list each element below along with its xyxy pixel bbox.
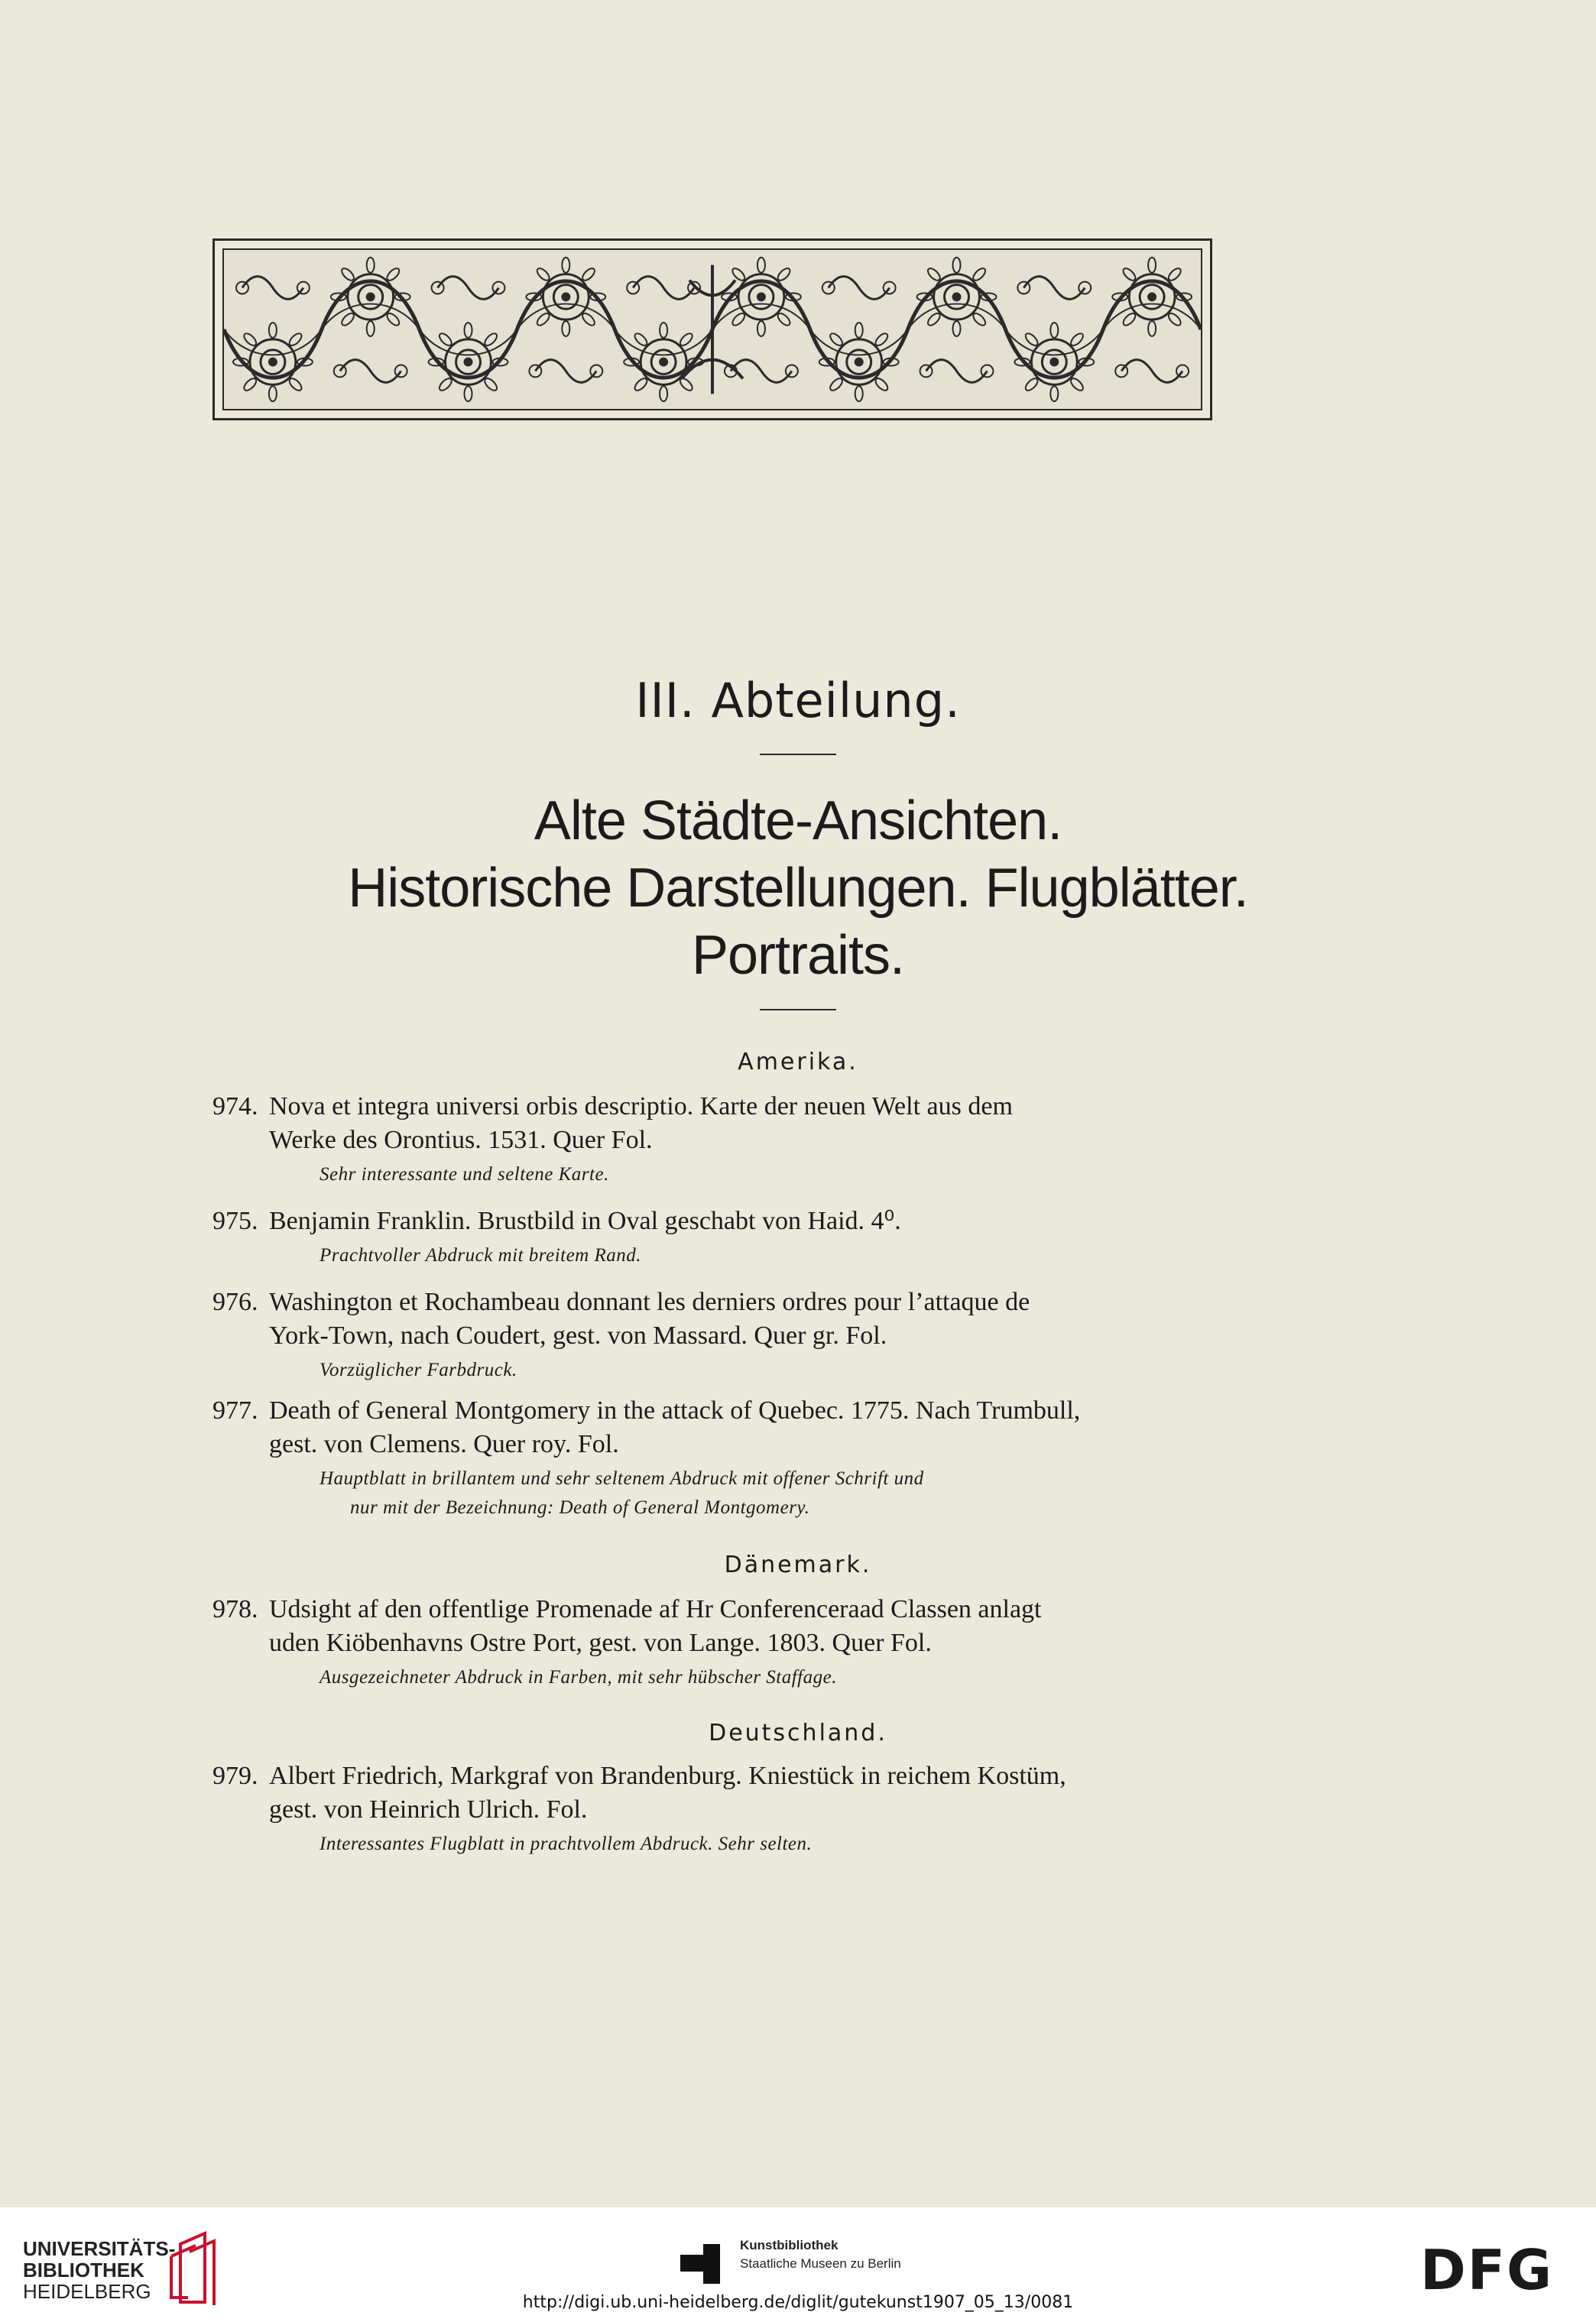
divider-rule-bottom — [760, 1009, 836, 1010]
entry-number: 978. — [212, 1595, 258, 1623]
entry-line: Albert Friedrich, Markgraf von Brandenburg. Kniestück in reichem Kostüm, — [269, 1762, 1066, 1790]
region-heading-amerika: Amerika. — [738, 1049, 858, 1075]
viewer-footer — [0, 2207, 1596, 2322]
entry-text — [269, 1759, 1218, 1827]
note-line: Interessantes Flugblatt in prachtvollem Abdruck. Sehr selten. — [320, 1834, 813, 1854]
entry-note — [320, 1464, 1218, 1523]
kb-line: Staatliche Museen zu Berlin — [740, 2256, 901, 2271]
kunstbibliothek-label — [740, 2236, 901, 2273]
entry-note — [320, 1663, 1218, 1692]
entry-text — [269, 1286, 1218, 1353]
entry-line: Washington et Rochambeau donnant les derniers ordres pour l’attaque de — [269, 1288, 1030, 1316]
entry-text — [269, 1205, 1218, 1238]
entry-note — [320, 1356, 1218, 1385]
entry-number: 975. — [212, 1207, 258, 1235]
entry-line: Nova et integra universi orbis descriptio. Karte der neuen Welt aus dem — [269, 1092, 1013, 1120]
entry-line: York-Town, nach Coudert, gest. von Massard. Quer gr. Fol. — [269, 1322, 887, 1350]
entry-line: gest. von Clemens. Quer roy. Fol. — [269, 1430, 619, 1458]
note-line: Sehr interessante und seltene Karte. — [320, 1164, 609, 1185]
entry-line: Benjamin Franklin. Brustbild in Oval geschabt von Haid. 4⁰. — [269, 1207, 901, 1235]
entry-line: Udsight af den offentlige Promenade af Hr Conferenceraad Classen anlagt — [269, 1595, 1042, 1623]
entry-number: 979. — [212, 1762, 258, 1790]
entry-line: uden Kiöbenhavns Ostre Port, gest. von Lange. 1803. Quer Fol. — [269, 1629, 932, 1657]
region-heading-daenemark: Dänemark. — [724, 1552, 872, 1578]
entry-number: 977. — [212, 1396, 258, 1425]
title-line: Portraits. — [691, 925, 905, 986]
region-heading-deutschland: Deutschland. — [709, 1720, 887, 1746]
note-line: nur mit der Bezeichnung: Death of General Montgomery. — [350, 1497, 810, 1518]
entry-line: Death of General Montgomery in the attack of Quebec. 1775. Nach Trumbull, — [269, 1396, 1081, 1425]
kunstbibliothek-logo-icon[interactable] — [677, 2241, 723, 2287]
note-line: Hauptblatt in brillantem und sehr seltenem Abdruck mit offener Schrift und — [320, 1468, 924, 1489]
section-heading: III. Abteilung. — [635, 673, 961, 728]
entry-number: 974. — [212, 1092, 258, 1120]
entry-text — [269, 1090, 1218, 1157]
note-line: Prachtvoller Abdruck mit breitem Rand. — [320, 1245, 642, 1266]
ornamental-header-frame — [212, 238, 1212, 420]
page-title — [0, 787, 1596, 989]
title-line: Alte Städte-Ansichten. — [534, 790, 1062, 851]
entry-line: Werke des Orontius. 1531. Quer Fol. — [269, 1126, 653, 1154]
entry-note — [320, 1160, 1218, 1189]
ub-line: HEIDELBERG — [23, 2280, 151, 2303]
entry-text — [269, 1593, 1218, 1660]
entry-line: gest. von Heinrich Ulrich. Fol. — [269, 1795, 588, 1824]
entry-text — [269, 1394, 1218, 1461]
permalink-url[interactable]: http://digi.ub.uni-heidelberg.de/diglit/gutekunst1907_05_13/0081 — [522, 2293, 1074, 2312]
entry-number: 976. — [212, 1288, 258, 1316]
floral-ornament-icon — [224, 250, 1201, 409]
kb-line: Kunstbibliothek — [740, 2238, 839, 2252]
dfg-logo[interactable]: DFG — [1420, 2238, 1554, 2302]
divider-rule-top — [760, 754, 836, 755]
ornament-panel — [222, 248, 1202, 410]
ub-line: UNIVERSITÄTS- — [23, 2237, 176, 2260]
entry-note — [320, 1241, 1218, 1270]
note-line: Vorzüglicher Farbdruck. — [320, 1360, 517, 1380]
note-line: Ausgezeichneter Abdruck in Farben, mit sehr hübscher Staffage. — [320, 1667, 837, 1688]
entry-note — [320, 1830, 1218, 1859]
ub-line: BIBLIOTHEK — [23, 2259, 144, 2281]
title-line: Historische Darstellungen. Flugblätter. — [348, 858, 1248, 919]
